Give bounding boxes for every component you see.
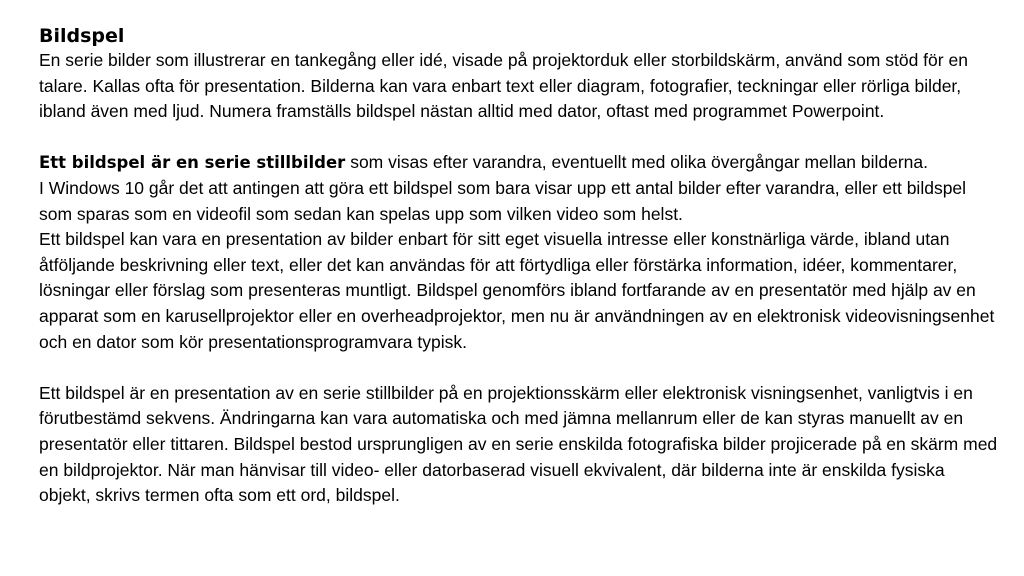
presentation-paragraph: Ett bildspel kan vara en presentation av bilder enbart för sitt eget visuella intresse eller konstnärliga värde, ibland utan åtföljande beskrivning eller text, eller det kan användas för att förtydliga eller förstärka information, idéer, kommentarer, lösningar eller förslag som presenteras muntligt. Bildspel genomförs ibland fortfarande av en presentatör med hjälp av en apparat som en karusellprojektor eller en overheadprojektor, men nu är användningen av en elektronisk videovisningsenhet och en dator som kör presentationsprogramvara typisk.	[39, 229, 995, 352]
paragraph-spacer	[39, 355, 999, 381]
windows-paragraph: I Windows 10 går det att antingen att göra ett bildspel som bara visar upp ett antal bilder efter varandra, eller ett bildspel som sparas som en videofil som sedan kan spelas upp som vilken video som helst.	[39, 177, 967, 224]
intro-paragraph: En serie bilder som illustrerar en tankegång eller idé, visade på projektorduk eller storbildskärm, använd som stöd för en talare. Kallas ofta för presentation. Bilderna kan vara enbart text eller diagram, fotografier, teckningar eller rörliga bilder, ibland även med ljud. Numera framställs bildspel nästan alltid med dator, oftast med programmet Powerpoint.	[39, 50, 968, 122]
definition-paragraph	[39, 150, 999, 176]
definition-lead: Ett bildspel är en serie stillbilder	[39, 153, 346, 173]
definition-rest: som visas efter varandra, eventuellt med olika övergångar mellan bilderna.	[345, 152, 928, 173]
slide-title: Bildspel	[39, 25, 125, 47]
slide-content	[39, 24, 999, 509]
history-paragraph: Ett bildspel är en presentation av en serie stillbilder på en projektionsskärm eller elektronisk visningsenhet, vanligtvis i en förutbestämd sekvens. Ändringarna kan vara automatiska och med jämna mellanrum eller de kan styras manuellt av en presentatör eller tittaren. Bildspel bestod ursprungligen av en serie enskilda fotografiska bilder projicerade på en skärm med en bildprojektor. När man hänvisar till video- eller datorbaserad visuell ekvivalent, där bilderna inte är enskilda fysiska objekt, skrivs termen ofta som ett ord, bildspel.	[39, 382, 998, 506]
paragraph-spacer	[39, 125, 999, 151]
